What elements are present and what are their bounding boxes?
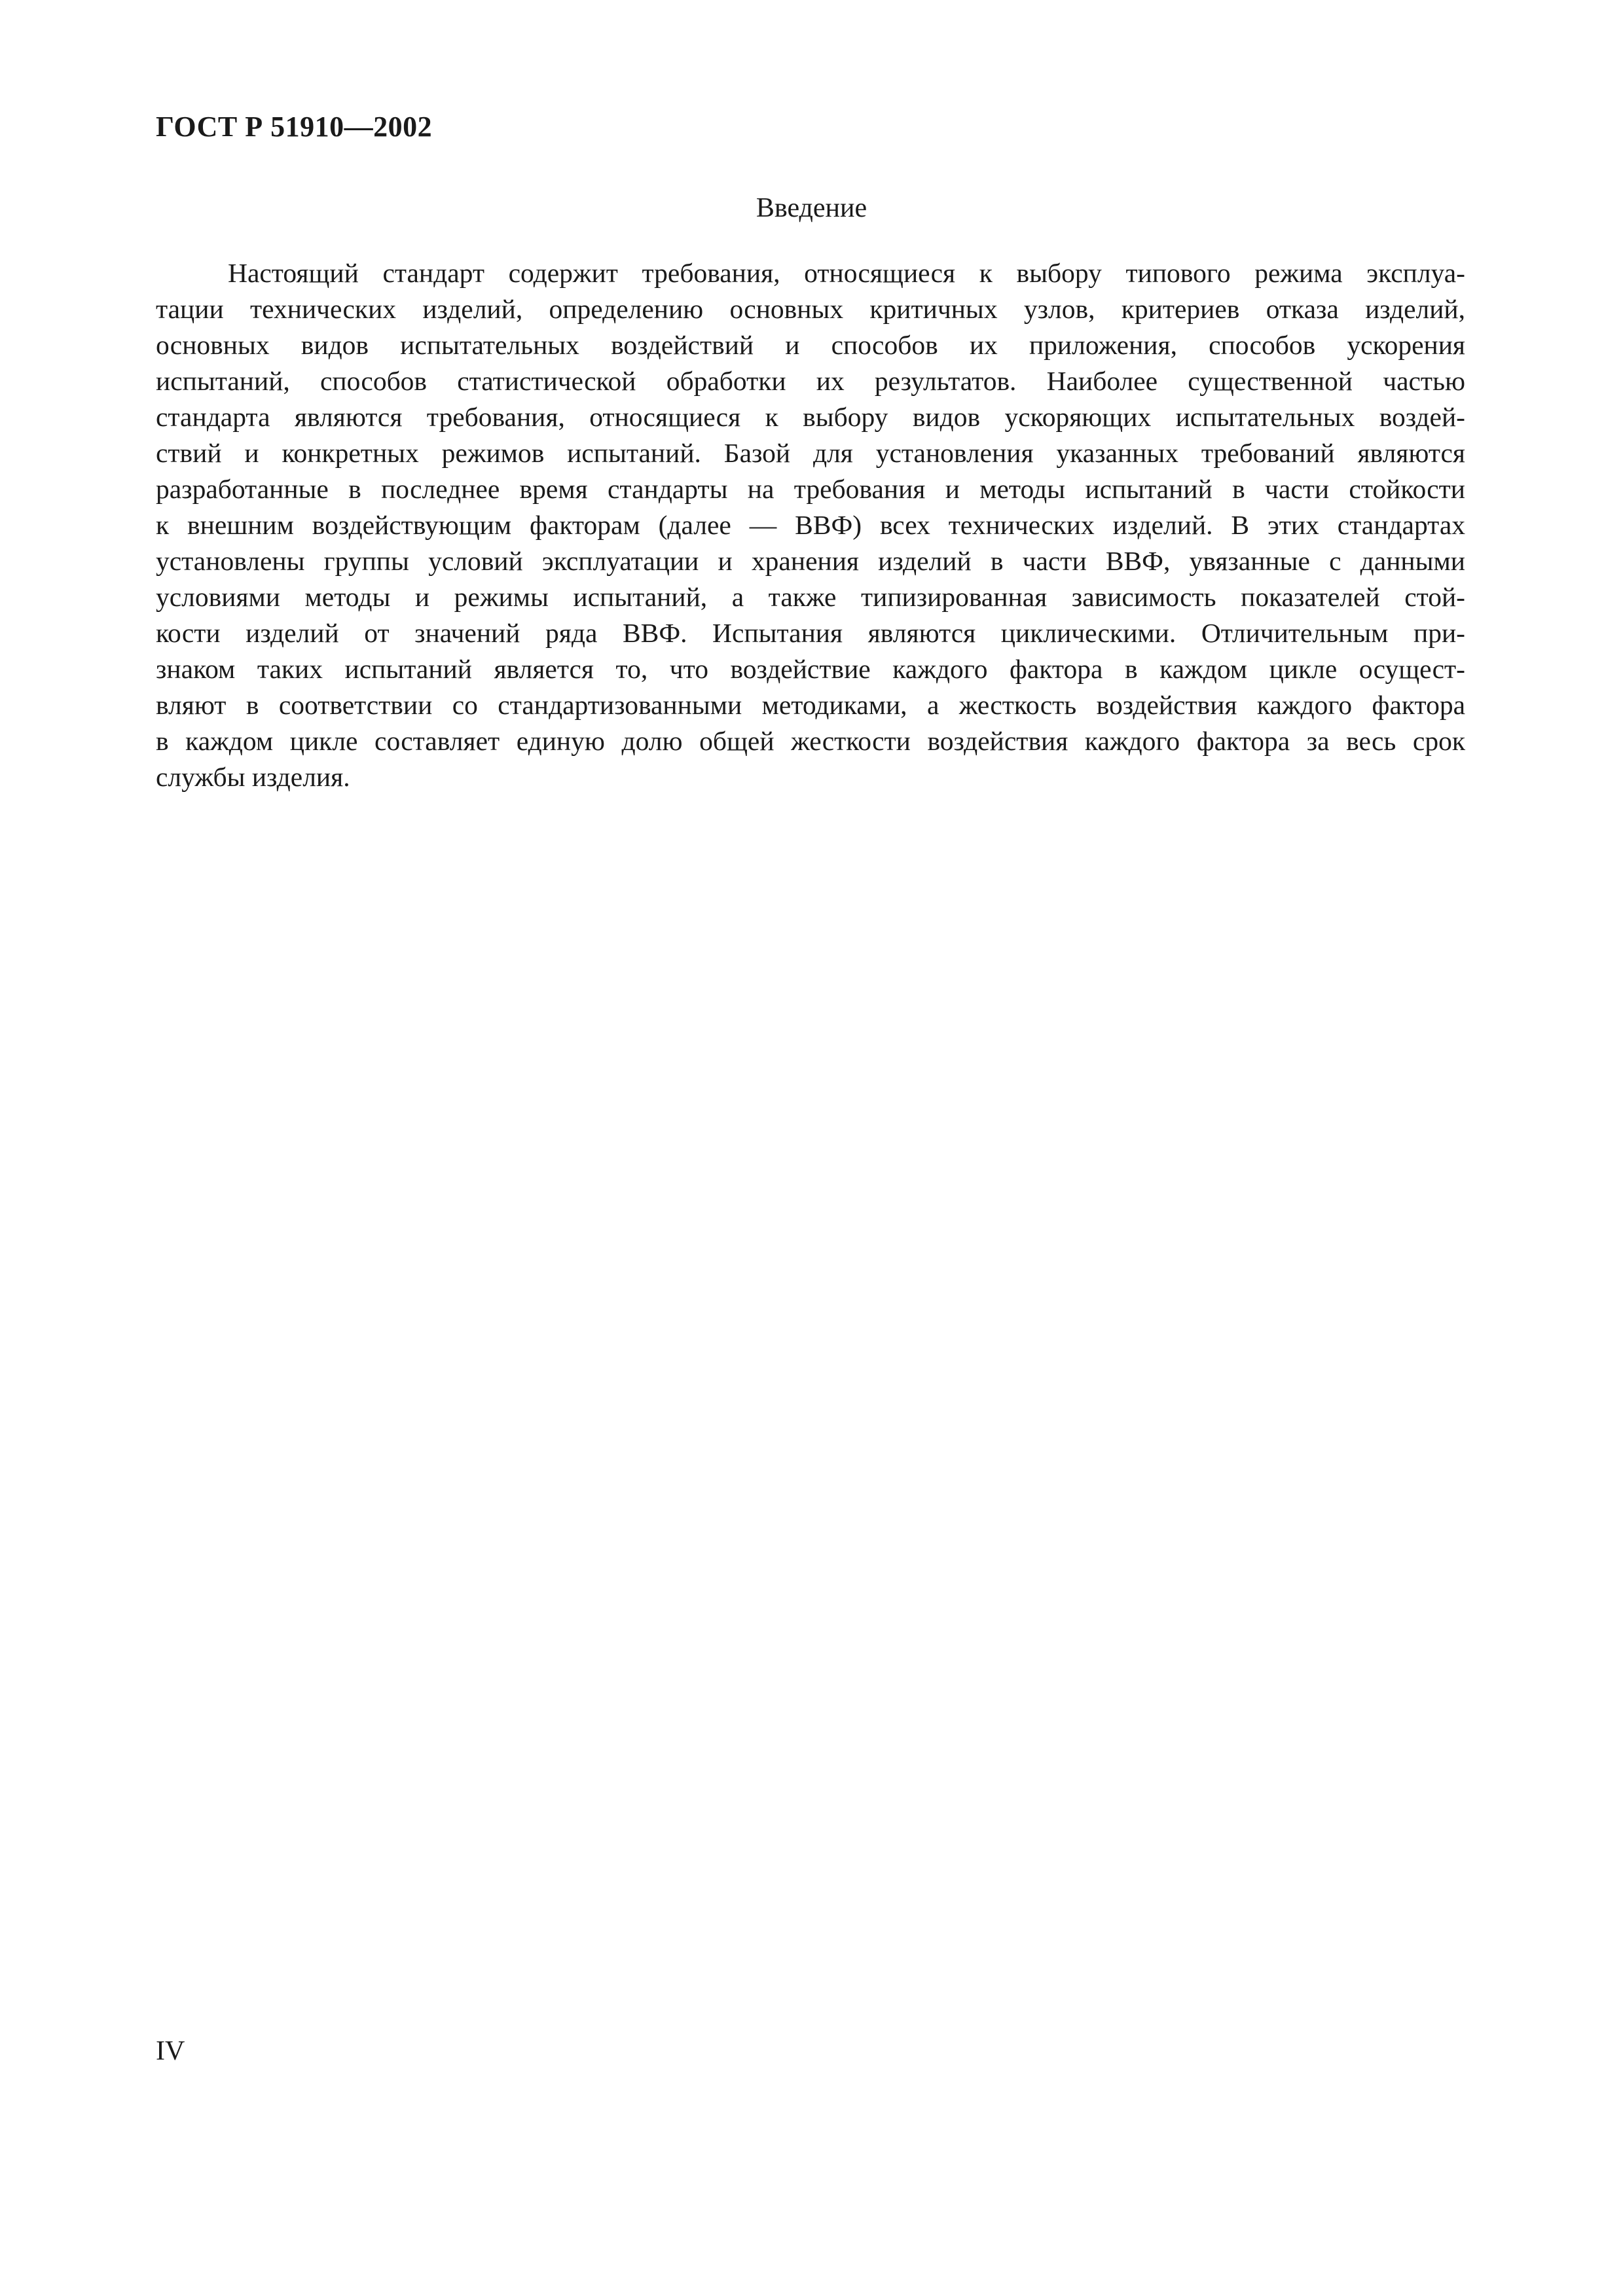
paragraph-line: испытаний, способов статистической обработки их результатов. Наиболее существенной частью xyxy=(156,366,1465,396)
standard-code-header: ГОСТ Р 51910—2002 xyxy=(156,111,433,143)
paragraph-line: службы изделия. xyxy=(156,762,350,792)
paragraph-line: кости изделий от значений ряда ВВФ. Испытания являются циклическими. Отличительным при- xyxy=(156,618,1465,648)
paragraph-line: установлены группы условий эксплуатации и хранения изделий в части ВВФ, увязанные с данными xyxy=(156,546,1465,576)
paragraph-line: знаком таких испытаний является то, что воздействие каждого фактора в каждом цикле осущест- xyxy=(156,654,1465,684)
paragraph-line: разработанные в последнее время стандарты на требования и методы испытаний в части стойкости xyxy=(156,474,1465,504)
section-title: Введение xyxy=(756,193,867,223)
paragraph-line: в каждом цикле составляет единую долю общей жесткости воздействия каждого фактора за весь срок xyxy=(156,726,1465,756)
paragraph-line: тации технических изделий, определению основных критичных узлов, критериев отказа изделий, xyxy=(156,294,1465,324)
paragraph-line: ствий и конкретных режимов испытаний. Базой для установления указанных требований являются xyxy=(156,438,1465,468)
paragraph-line: к внешним воздействующим факторам (далее — ВВФ) всех технических изделий. В этих стандартах xyxy=(156,510,1465,540)
paragraph-line: Настоящий стандарт содержит требования, относящиеся к выбору типового режима эксплуа- xyxy=(228,258,1465,288)
paragraph-line: основных видов испытательных воздействий и способов их приложения, способов ускорения xyxy=(156,330,1465,360)
paragraph-line: стандарта являются требования, относящиеся к выбору видов ускоряющих испытательных воздей- xyxy=(156,402,1465,432)
introduction-paragraph xyxy=(156,255,1465,795)
page-number: IV xyxy=(156,2036,185,2066)
paragraph-line: условиями методы и режимы испытаний, а также типизированная зависимость показателей стой- xyxy=(156,582,1465,612)
paragraph-line: вляют в соответствии со стандартизованными методиками, а жесткость воздействия каждого фактора xyxy=(156,690,1465,720)
